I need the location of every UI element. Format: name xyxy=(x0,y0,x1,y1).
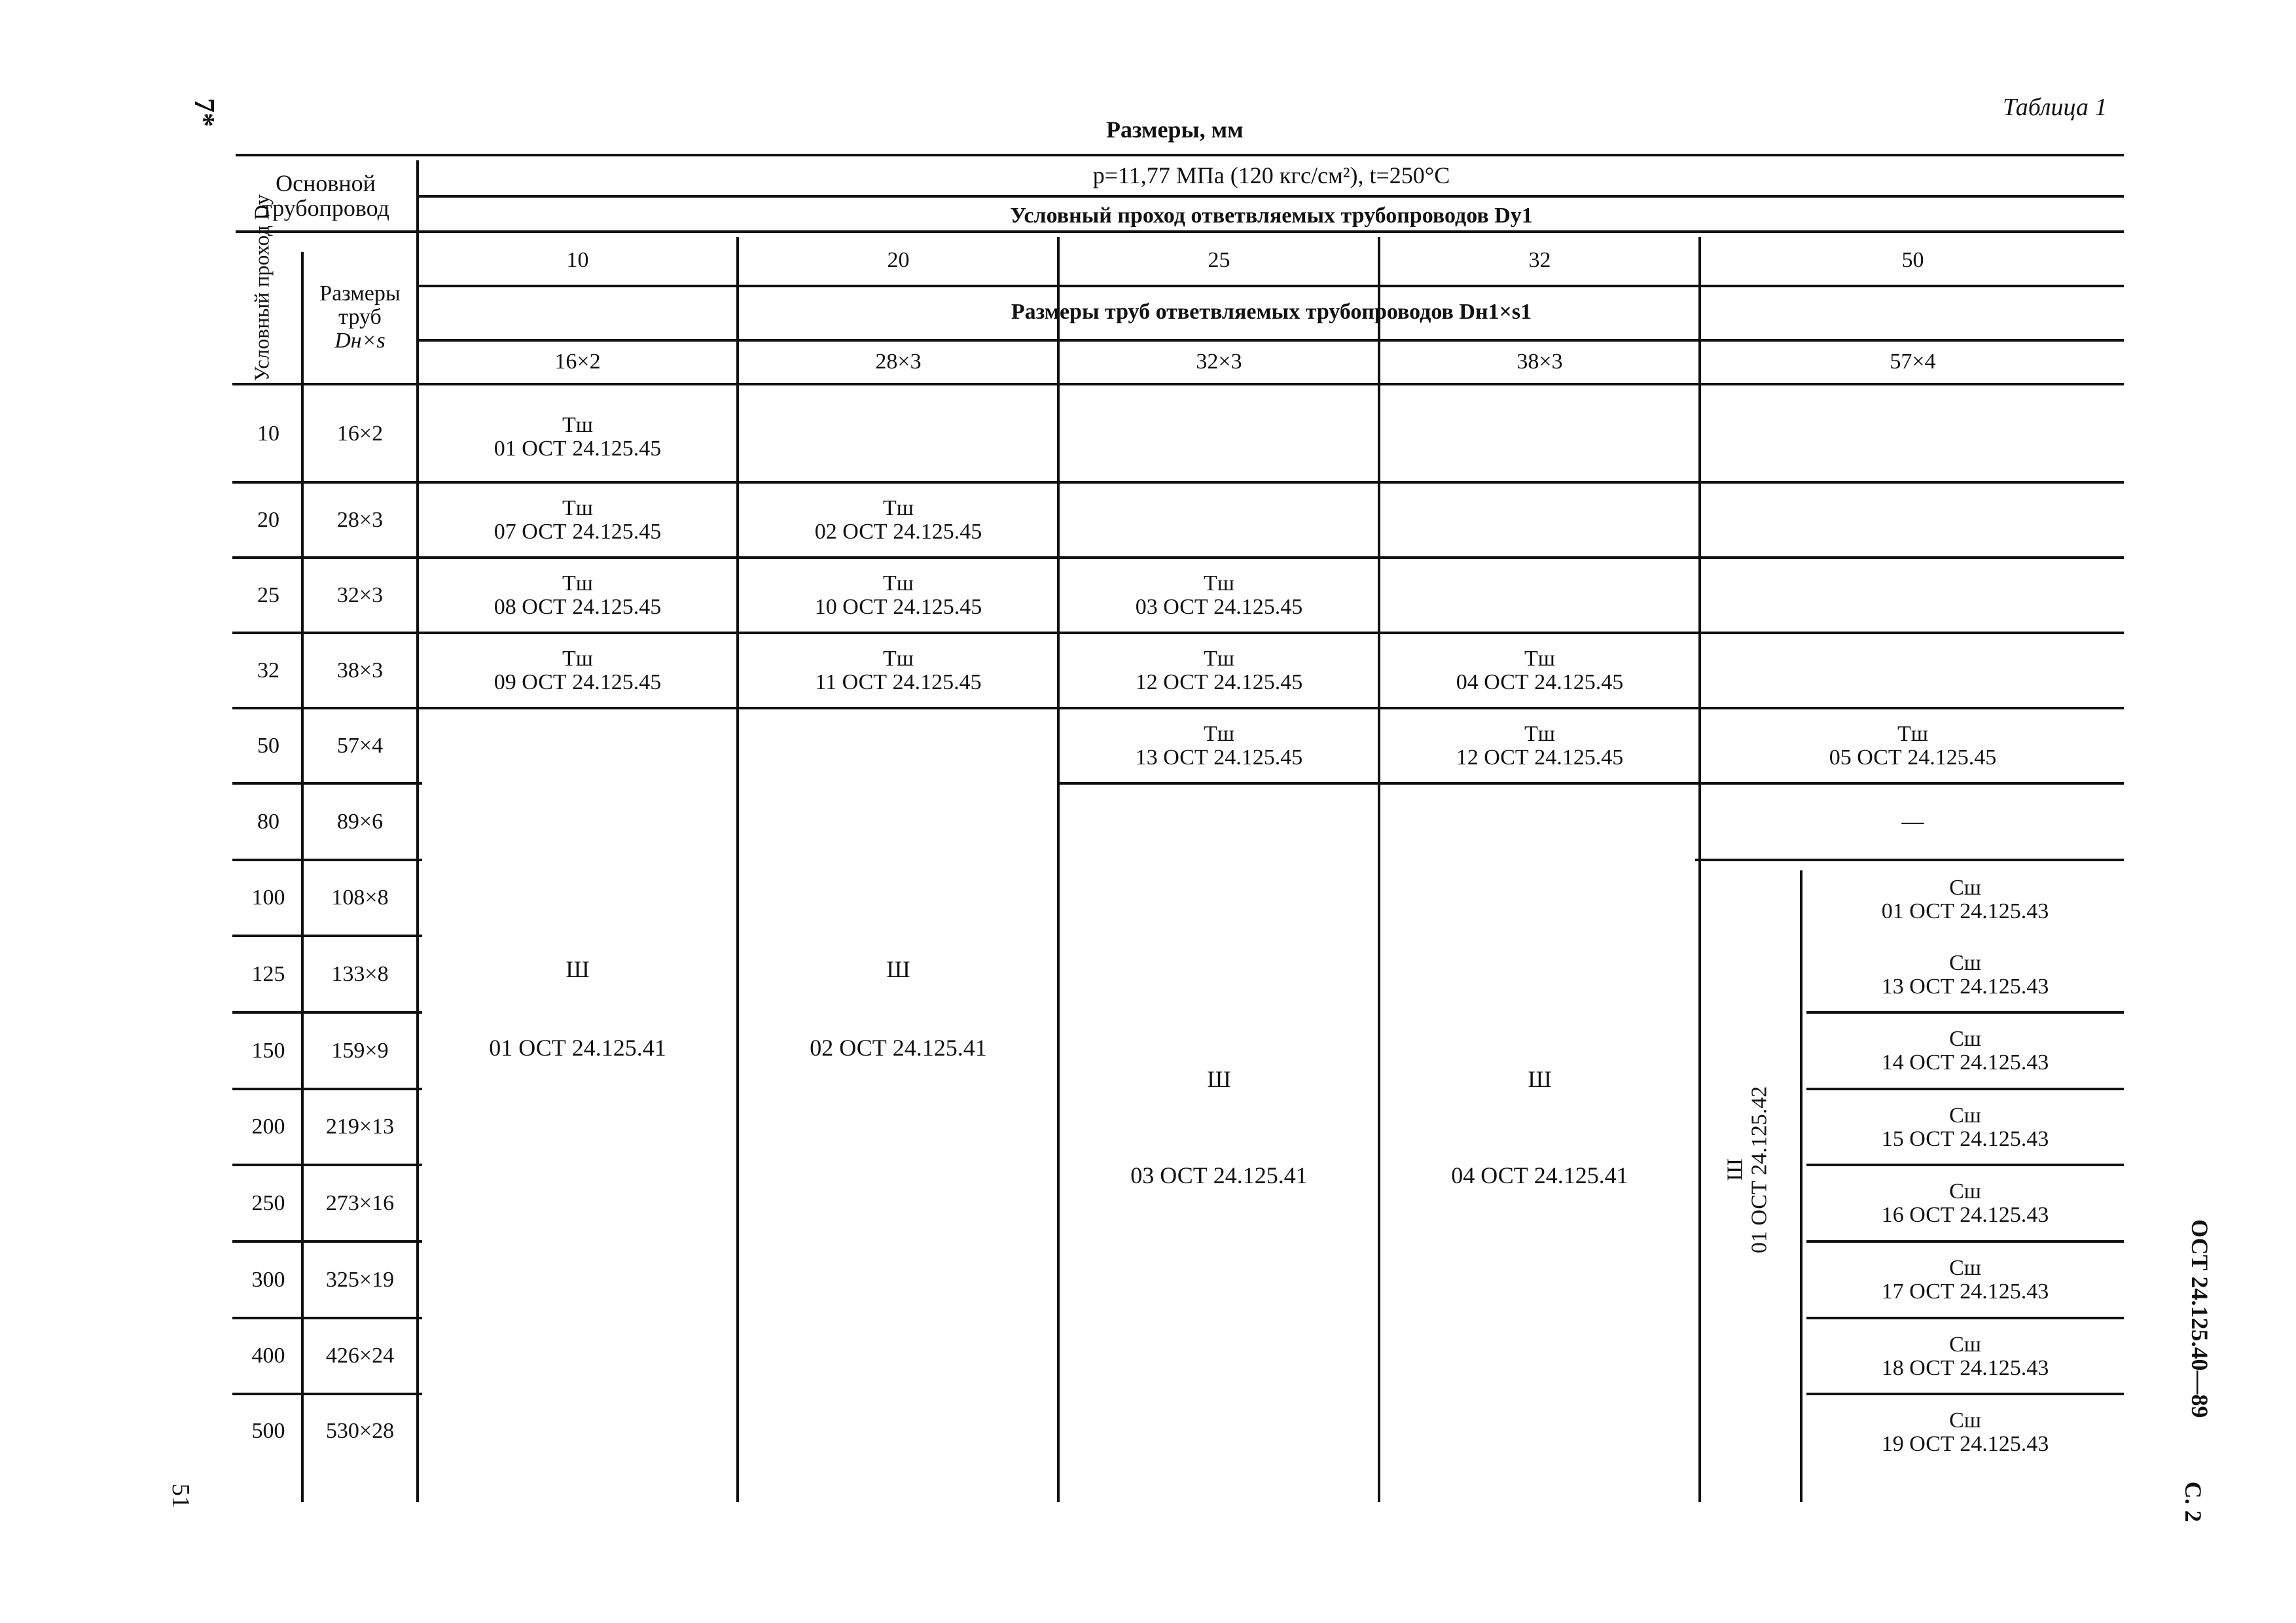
side-page: С. 2 xyxy=(2179,1481,2206,1522)
row-line xyxy=(1806,1393,2124,1395)
ssh-cell: Сш 17 ОСТ 24.125.43 xyxy=(1881,1256,2049,1304)
merged-cell-sh-3 xyxy=(1060,1065,1378,1189)
rule xyxy=(419,339,2124,342)
table-cell: Тш 13 ОСТ 24.125.45 xyxy=(1135,722,1303,770)
table-cell: Тш 08 ОСТ 24.125.45 xyxy=(493,571,662,619)
table-cell: Тш 10 ОСТ 24.125.45 xyxy=(814,571,982,619)
row-dy: 20 xyxy=(257,508,279,533)
row-dy: 32 xyxy=(257,658,279,683)
table-cell: Тш 12 ОСТ 24.125.45 xyxy=(1456,722,1624,770)
row-size: 57×4 xyxy=(336,734,384,758)
col-line xyxy=(301,252,304,1502)
col-dy-header: Условный проход Dу xyxy=(249,194,274,382)
corner-mark: 7* xyxy=(188,98,221,127)
row-size: 530×28 xyxy=(325,1419,395,1444)
col-line xyxy=(1378,237,1380,1502)
row-dy: 10 xyxy=(257,421,279,446)
row-size: 38×3 xyxy=(336,658,384,683)
table-cell: Тш 12 ОСТ 24.125.45 xyxy=(1135,647,1303,694)
row-line xyxy=(1806,1088,2124,1090)
side-doc-code: ОСТ 24.125.40—89 xyxy=(2186,1219,2213,1418)
table-cell: Тш 02 ОСТ 24.125.45 xyxy=(814,496,982,544)
row-size: 426×24 xyxy=(325,1344,395,1368)
row-line xyxy=(1057,782,2124,785)
cell-type: Ш xyxy=(1528,1066,1552,1092)
cell-code: 02 ОСТ 24.125.41 xyxy=(810,1035,987,1061)
table-cell: Тш 07 ОСТ 24.125.45 xyxy=(493,496,662,544)
row-size: 325×19 xyxy=(325,1267,395,1292)
row-dy: 100 xyxy=(251,885,285,910)
col-line xyxy=(736,237,739,1502)
branch-dy-header: 20 xyxy=(887,247,910,272)
table-cell: Тш 11 ОСТ 24.125.45 xyxy=(815,647,982,694)
table-cell: Тш 09 ОСТ 24.125.45 xyxy=(493,647,662,694)
cell-type: Ш xyxy=(1723,1158,1748,1181)
row-size: 16×2 xyxy=(336,421,384,446)
row-line xyxy=(1806,1240,2124,1243)
row-dy: 250 xyxy=(251,1190,285,1215)
ssh-cell: Сш 13 ОСТ 24.125.43 xyxy=(1881,951,2049,999)
ssh-cell: Сш 15 ОСТ 24.125.43 xyxy=(1881,1103,2049,1151)
row-size: 32×3 xyxy=(336,583,384,608)
cell-code: 03 ОСТ 24.125.41 xyxy=(1130,1162,1308,1188)
main-pipe-header: Основной трубопровод xyxy=(262,170,389,221)
table-cell: Тш 03 ОСТ 24.125.45 xyxy=(1135,571,1303,619)
units-title: Размеры, мм xyxy=(1106,116,1244,143)
branch-size-header: 16×2 xyxy=(554,349,601,374)
table-cell: Тш 01 ОСТ 24.125.45 xyxy=(493,412,662,461)
row-line xyxy=(1806,1317,2124,1319)
cell-code: 01 ОСТ 24.125.42 xyxy=(1748,1086,1772,1254)
row-dy: 300 xyxy=(251,1267,285,1292)
conditions-header: p=11,77 МПа (120 кгс/см²), t=250°С xyxy=(1092,162,1450,188)
table-cell: Тш 05 ОСТ 24.125.45 xyxy=(1829,722,1997,770)
table-label: Таблица 1 xyxy=(2003,94,2108,121)
row-size: 159×9 xyxy=(331,1038,389,1063)
row-size: 28×3 xyxy=(336,508,384,533)
branch-dy-header: 32 xyxy=(1528,247,1551,272)
merged-cell-sh-5-vertical xyxy=(1723,1039,1772,1300)
ssh-cell: Сш 14 ОСТ 24.125.43 xyxy=(1881,1027,2049,1075)
branch-dy-header: 10 xyxy=(566,247,589,272)
row-size: 108×8 xyxy=(331,885,389,910)
merged-cell-sh-4 xyxy=(1381,1065,1698,1189)
ssh-cell: Сш 01 ОСТ 24.125.43 xyxy=(1881,876,2049,923)
ssh-cell: Сш 16 ОСТ 24.125.43 xyxy=(1881,1179,2049,1227)
row-dy: 25 xyxy=(257,583,279,608)
row-dy: 125 xyxy=(251,961,285,986)
cell-code: 01 ОСТ 24.125.41 xyxy=(489,1035,666,1061)
row-size: 89×6 xyxy=(336,810,384,834)
row-size: 133×8 xyxy=(331,961,389,986)
ssh-cell: Сш 18 ОСТ 24.125.43 xyxy=(1881,1332,2049,1380)
col-line xyxy=(1800,870,1803,1502)
col-line xyxy=(1698,237,1701,1502)
row-dy: 200 xyxy=(251,1115,285,1139)
row-dy: 150 xyxy=(251,1038,285,1063)
cell-type: Ш xyxy=(886,956,910,982)
cell-code: 04 ОСТ 24.125.41 xyxy=(1451,1162,1628,1188)
rule xyxy=(419,195,2124,198)
table-cell: Тш 04 ОСТ 24.125.45 xyxy=(1456,647,1624,694)
row-dy: 500 xyxy=(251,1419,285,1444)
cell-type: Ш xyxy=(1207,1066,1231,1092)
branch-passage-header: Условный проход ответвляемых трубопроводов Dу1 xyxy=(1010,204,1533,228)
row-line xyxy=(232,707,2124,709)
row-line xyxy=(232,632,2124,634)
row-dy: 80 xyxy=(257,810,279,834)
header-bottom-line xyxy=(232,383,2124,385)
branch-sizes-title: Размеры труб ответвляемых трубопроводов Dн1×s1 xyxy=(1011,300,1532,324)
row-size: 273×16 xyxy=(325,1190,395,1215)
col-line xyxy=(1057,237,1060,1502)
row-size: 219×13 xyxy=(325,1115,395,1139)
row-line xyxy=(1695,859,2124,861)
row-line xyxy=(1806,1011,2124,1014)
branch-dy-header: 25 xyxy=(1208,247,1230,272)
branch-size-header: 38×3 xyxy=(1516,349,1563,374)
rule xyxy=(236,230,2124,233)
branch-size-header: 28×3 xyxy=(875,349,922,374)
merged-cell-sh-2 xyxy=(740,955,1057,1061)
row-line xyxy=(232,481,2124,484)
row-line xyxy=(232,782,422,785)
branch-size-header: 32×3 xyxy=(1196,349,1242,374)
col-sizes-header: Размеры труб Dн×s xyxy=(319,281,401,353)
ssh-cell: Сш 19 ОСТ 24.125.43 xyxy=(1881,1408,2049,1456)
row-line xyxy=(232,556,2124,559)
cell-type: Ш xyxy=(565,956,590,982)
merged-cell-sh-1 xyxy=(419,955,736,1061)
row-dy: 400 xyxy=(251,1344,285,1368)
page-number: 51 xyxy=(166,1483,194,1508)
branch-size-header: 57×4 xyxy=(1890,349,1936,374)
row-dy: 50 xyxy=(257,734,279,758)
rule xyxy=(419,285,2124,287)
row-line xyxy=(1806,1164,2124,1166)
table-cell-dash: — xyxy=(1901,810,1924,834)
branch-dy-header: 50 xyxy=(1901,247,1924,272)
table-top-line xyxy=(236,154,2124,156)
